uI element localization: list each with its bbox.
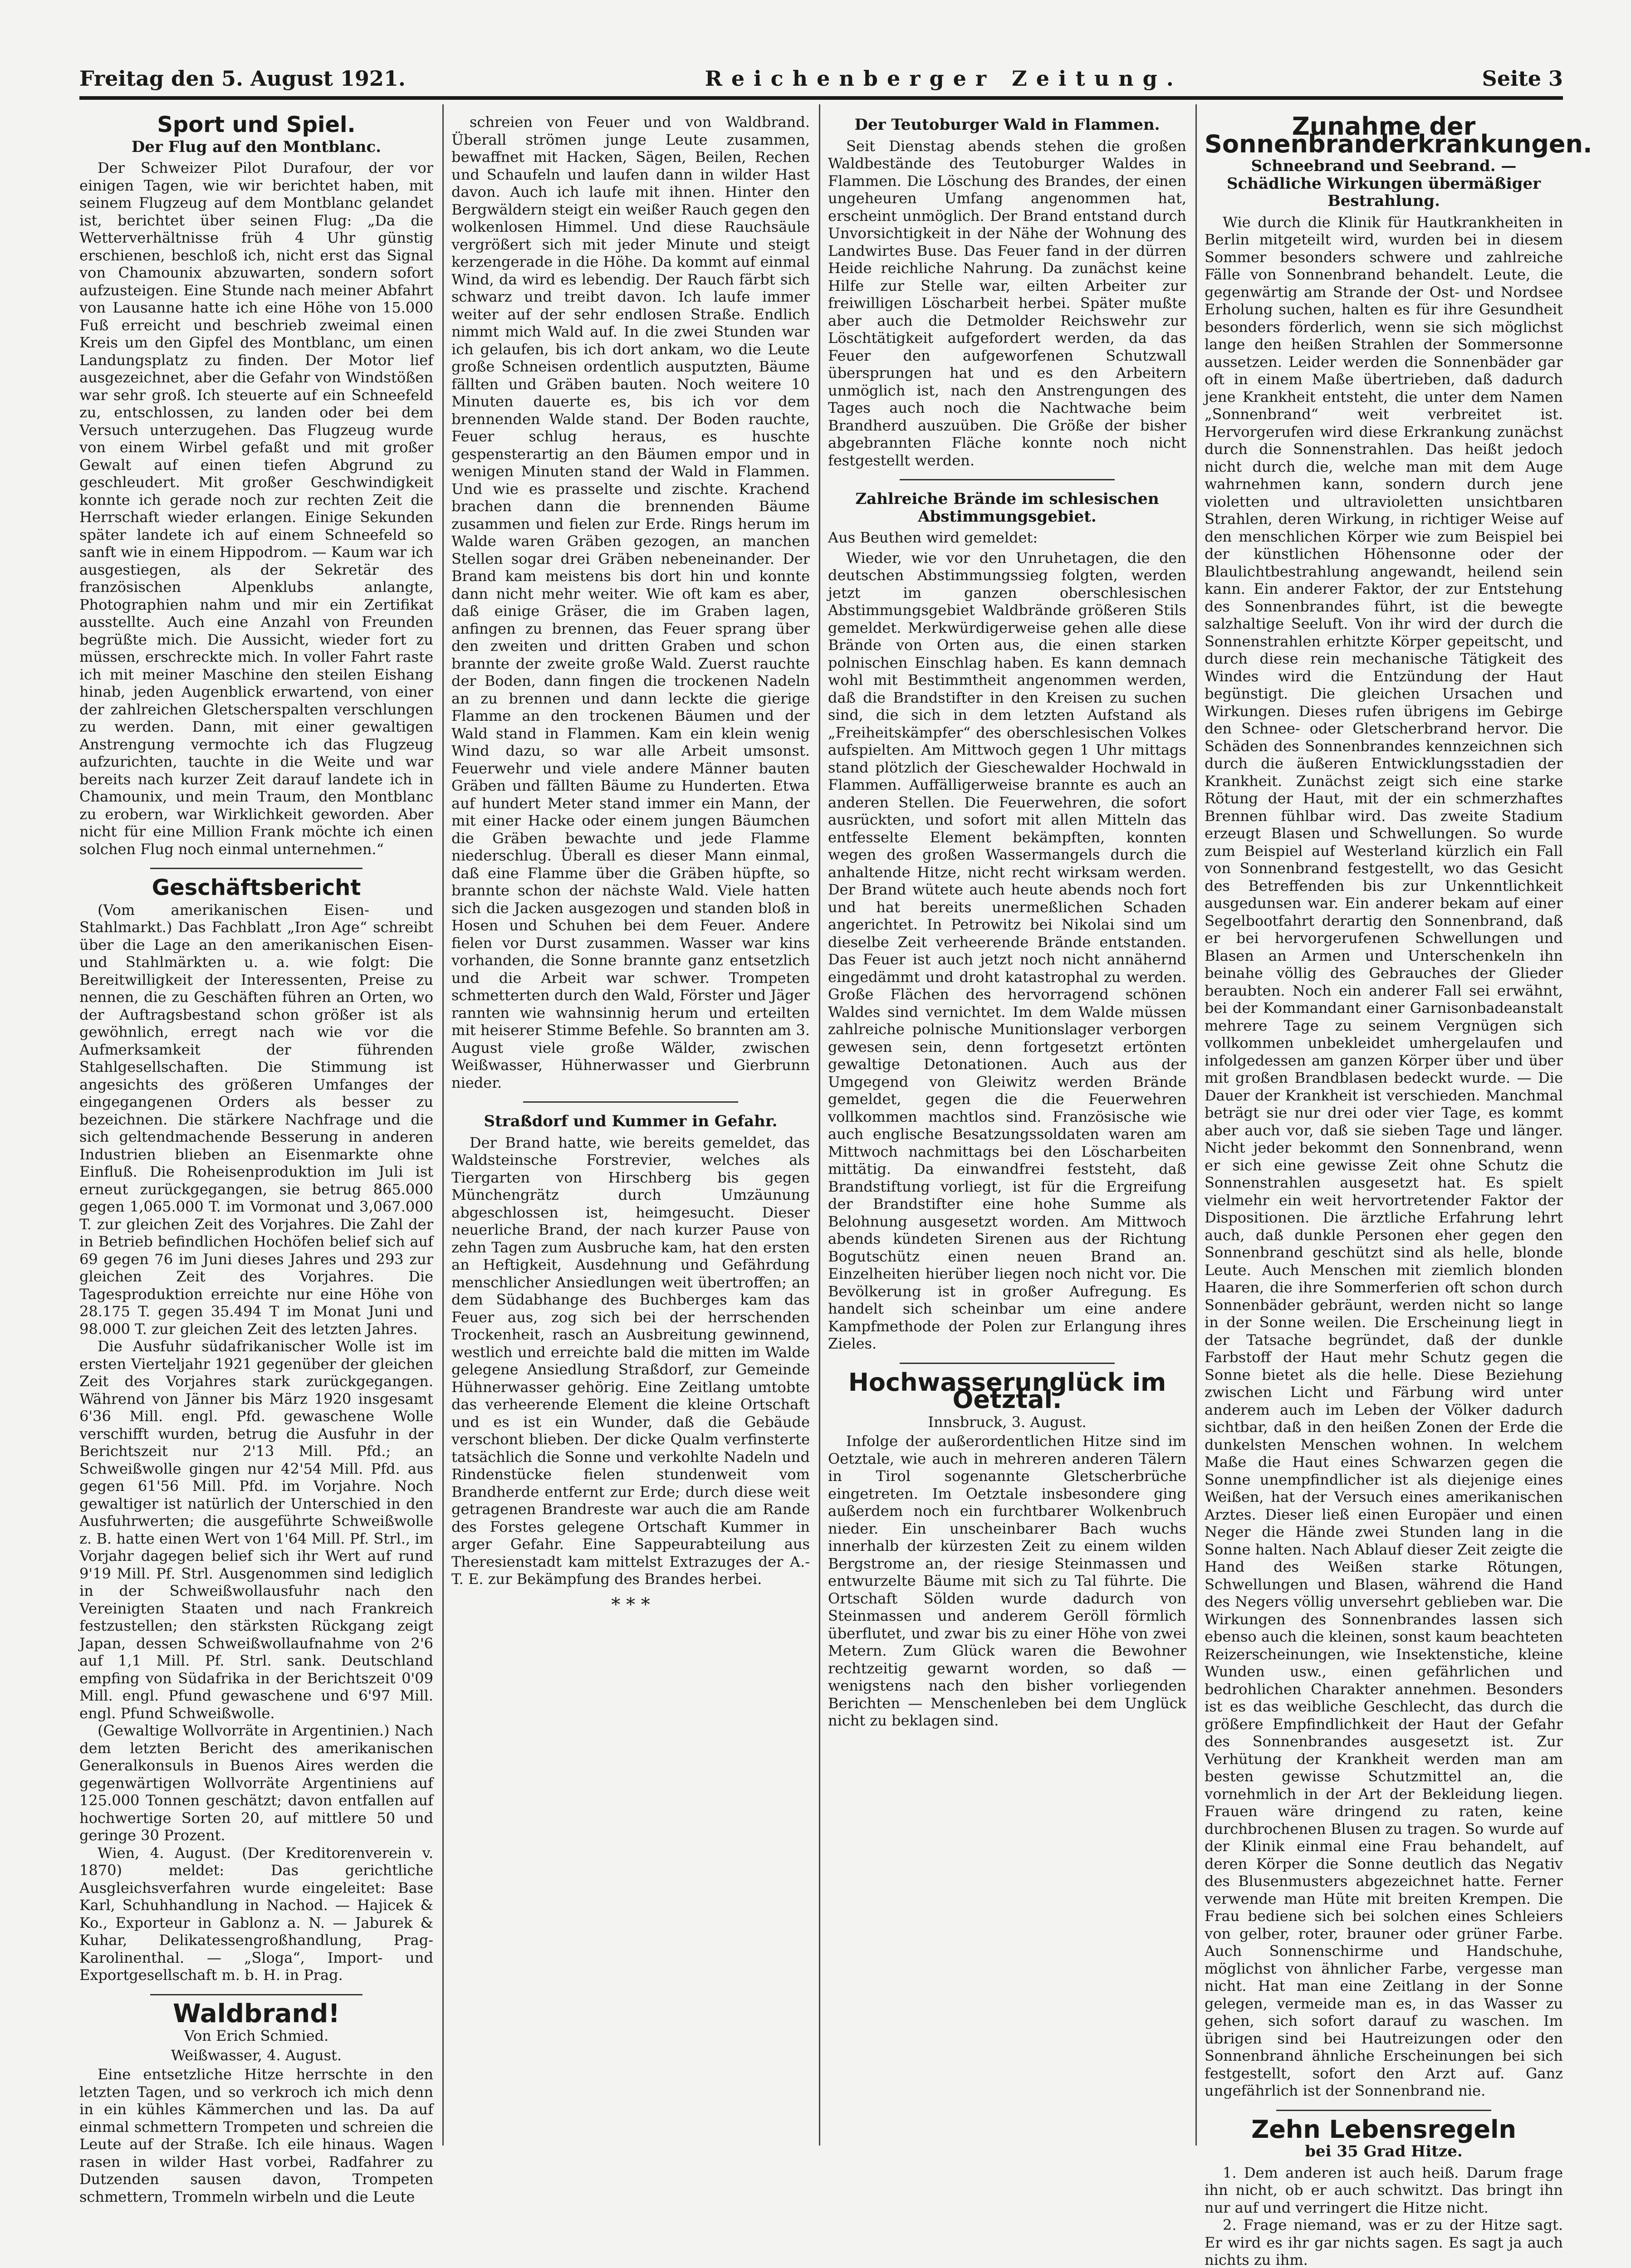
article-body-schlesien: Wieder, wie vor den Unruhetagen, die den deutschen Abstimmungssieg folgten, werden jetzt im ganzen oberschlesischen Abstimmungsgebiet Waldbrände größeren Stils gemeldet. Merkwürdigerweise gehen alle diese Brände von Orten aus, die einen starken polnischen Einschlag haben. Es kann demnach wohl mit Bestimmtheit angenommen werden, daß die Brandstifter in den Kreisen zu suchen sind, die sich in dem letzten Aufstand als „Freiheitskämpfer“ des oberschlesischen Volkes aufspielten. Am Mittwoch gegen 1 Uhr mittags stand plötzlich der Gieschewalder Hochwald in Flammen. Auffälligerweise brannte es auch an anderen Stellen. Die Feuerwehren, die sofort ausrückten, und sofort mit allen Mitteln das entfesselte Element bekämpften, konnten wegen des großen Wassermangels durch die anhaltende Hitze, nicht recht wirksam werden. Der Brand wütete auch heute abends noch fort und hat bereits unermeßlichen Schaden angerichtet. In Petrowitz bei Nikolai sind um dieselbe Zeit verheerende Brände entstanden. Das Feuer ist auch jetzt noch nicht annähernd eingedämmt und droht katastrophal zu werden. Große Flächen des hervorragend schönen Waldes sind vernichtet. Im dem Walde müssen zahlreiche polnische Munitionslager verborgen gewesen sein, denn fortgesetzt ertönten gewaltige Detonationen. Auch aus der Umgegend von Gleiwitz werden Brände gemeldet, gegen die die Feuerwehren vollkommen machtlos sind. Französische wie auch englische Besatzungssoldaten waren am Mittwoch nachmittags bei den Löscharbeiten mittätig. Da einwandfrei feststeht, daß Brandstiftung vorliegt, ist für die Ergreifung der Brandstifter eine hohe Summe als Belohnung ausgesetzt worden. Am Mittwoch abends kündeten Sirenen aus der Richtung Bogutschütz einen neuen Brand an. Einzelheiten hierüber liegen noch nicht vor. Die Bevölkerung ist in großer Aufregung. Es handelt sich scheinbar um eine andere Kampfmethode der Polen zur Erlangung ihres Zieles. (828, 549, 1186, 1352)
article-heading-lebensregeln: Zehn Lebensregeln (1251, 2115, 1516, 2144)
column-3 (828, 113, 1186, 2146)
page-number: Seite 3 (1482, 66, 1563, 91)
section-heading-sport: Sport und Spiel. (157, 112, 356, 137)
article-body-waldbrand-cont: schreien von Feuer und von Waldbrand. Überall strömen junge Leute zusammen, bewaffnet mit Hacken, Sägen, Beilen, Rechen und Schaufeln und laufen dann in wilder Hast davon. Auch ich laufe mit ihnen. Hinter den Bergwäldern steigt ein weißer Rauch gegen den wolkenlosen Himmel. Und diese Rauchsäule vergrößert sich mit jeder Minute und steigt kerzengerade in die Höhe. Da kommt auf einmal Wind, da wird es lebendig. Der Rauch färbt sich schwarz und treibt davon. Ich laufe immer weiter auf der sehr endlosen Straße. Endlich nimmt mich Wald auf. In die zwei Stunden war ich gelaufen, bis ich dort ankam, wo die Leute große Schneisen ordentlich ausputzten, Bäume fällten und Gräben bauten. Noch weitere 10 Minuten dauerte es, bis ich vor dem brennenden Walde stand. Der Boden rauchte, Feuer schlug heraus, es huschte gespensterartig an den Bäumen empor und in wenigen Minuten stand der Wald in Flammen. Und wie es prasselte und zischte. Krachend brachen dann die brennenden Bäume zusammen und fielen zur Erde. Rings herum im Walde waren Gräben gezogen, an manchen Stellen sogar drei Gräben nebeneinander. Der Brand kam meistens bis dort hin und konnte dann nicht mehr weiter. Wie oft kam es aber, daß einige Gräser, die im Graben lagen, anfingen zu brennen, das Feuer sprang über den zweiten und dritten Graben und schon brannte der zweite große Wald. Zuerst rauchte der Boden, dann fingen die trockenen Nadeln an zu brennen und dann leckte die gierige Flamme an den trockenen Bäumen und der Wald stand in Flammen. Kam ein klein wenig Wind dazu, so war alle Arbeit umsonst. Feuerwehr und viele andere Männer bauten Gräben und fällten Bäume zu Hunderten. Etwa auf hundert Meter stand immer ein Mann, der mit einer Hacke oder einem jungen Bäumchen die Gräben bewachte und jede Flamme niederschlug. Überall es dieser Mann einmal, daß eine Flamme über die Gräben hüpfte, so brannte schon der nächste Wald. Viele hatten sich die Jacken ausgezogen und standen bloß in Hosen und Schuhen bei dem Feuer. Andere fielen vor Durst zusammen. Wasser war kins vorhanden, die Sonne brannte ganz entsetzlich und die Arbeit war schwer. Trompeten schmetterten durch den Wald, Förster und Jäger rannten wie wahnsinnig herum und erteilten mit heiserer Stimme Befehle. So brannten am 3. August viele große Wälder, zwischen Weißwasser, Hühnerwasser und Gierbrunn nieder. (451, 113, 810, 1091)
newspaper-title: Reichenberger Zeitung. (705, 66, 1183, 91)
separator (150, 1994, 362, 1995)
separator (900, 1363, 1115, 1364)
article-body-montblanc: Der Schweizer Pilot Durafour, der vor einigen Tagen, wie wir berichtet haben, mit seinem Flugzeug auf dem Montblanc gelandet ist, berichtet über seinen Flug: „Da die Wetterverhältnisse früh 4 Uhr günstig erschienen, beschloß ich, nicht erst das Signal von Chamounix abzuwarten, sondern sofort aufzusteigen. Eine Stunde nach meiner Abfahrt von Lausanne hatte ich eine Höhe von 15.000 Fuß erreicht und beschrieb zweimal einen Kreis um den Gipfel des Montblanc, um einen Landungsplatz zu finden. Der Motor lief ausgezeichnet, aber die Gefahr von Windstößen war sehr groß. Ich steuerte auf ein Schneefeld zu, entschlossen, zu landen oder bei dem Versuch unterzugehen. Das Flugzeug wurde von einem Wirbel gefaßt und mit großer Gewalt auf einen tiefen Abgrund zu geschleudert. Mit großer Geschwindigkeit konnte ich gerade noch zur rechten Zeit die Herrschaft wieder erlangen. Einige Sekunden später landete ich auf einem Schneefeld so sanft wie in einem Hippodrom. — Kaum war ich ausgestiegen, als der Sekretär des französischen Alpenklubs anlangte, Photographien nahm und mir ein Zertifikat ausstellte. Auch eine Anzahl von Freunden begrüßte mich. Die Aussicht, wieder fort zu müssen, erschreckte mich. In voller Fahrt raste ich mit meiner Maschine den steilen Eishang hinab, jeden Augenblick erwartend, von einer der zahlreichen Gletscherspalten verschlungen zu werden. Dann, mit einer gewaltigen Anstrengung vermochte ich das Flugzeug aufzurichten, tauchte in die Weite und war bereits nach kurzer Zeit darauf landete ich in Chamounix, und mein Traum, den Montblanc zu erobern, war Wirklichkeit geworden. Aber nicht für eine Million Frank möchte ich einen solchen Flug noch einmal unternehmen.“ (79, 159, 433, 858)
rule-item-2: 2. Frage niemand, was er zu der Hitze sagt. Er wird es ihr gar nichts sagen. Es sagt ja auch nichts zu ihm. (1205, 2216, 1563, 2268)
column-rule (442, 104, 444, 2146)
business-item-argentina: (Gewaltige Wollvorräte in Argentinien.) Nach dem letzten Bericht des amerikanischen Generalkonsuls in Buenos Aires werden die gegenwärtigen Wollvorräte Argentiniens auf 125.000 Tonnen geschätzt; davon entfallen auf hochwertige Sorten 20, auf mittlere 50 und geringe 30 Prozent. (79, 1722, 433, 1844)
article-body-sonnenbrand: Wie durch die Klinik für Hautkrankheiten in Berlin mitgeteilt wird, wurden bei in diesem Sommer besonders schwere und zahlreiche Fälle von Sonnenbrand behandelt. Leute, die gegenwärtig am Strande der Ost- und Nordsee Erholung suchen, halten es für ihre Gesundheit besonders förderlich, wenn sie sich möglichst lange den heißen Strahlen der Sommersonne aussetzen. Leider werden die Sonnenbäder gar oft in einem Maße übertrieben, daß dadurch jene Krankheit entsteht, die unter dem Namen „Sonnenbrand“ weit verbreitet ist. Hervorgerufen wird diese Erkrankung zunächst durch die Sonnenstrahlen. Das heißt jedoch nicht durch die, welche man mit dem Auge wahrnehmen kann, sondern durch jene violetten und ultravioletten unsichtbaren Strahlen, deren Wirkung, in richtiger Weise auf den menschlichen Körper wie zum Beispiel bei der künstlichen Höhensonne oder der Blaulichtbestrahlung angewandt, heilend sein kann. Ein anderer Faktor, der zur Entstehung des Sonnenbrandes führt, ist die bewegte salzhaltige Seeluft. Von ihr wird der durch die Sonnenstrahlen erhitzte Körper gepeitscht, und durch diese rein mechanische Tätigkeit des Windes wird die Entzündung der Haut begünstigt. Die gleichen Ursachen und Wirkungen. Dieses rufen übrigens im Gebirge den Schnee- oder Gletscherbrand hervor. Die Schäden des Sonnenbrandes kennzeichnen sich durch die äußeren Entwicklungsstadien der Krankheit. Zunächst zeigt sich eine starke Rötung der Haut, mit der ein schmerzhaftes Brennen fühlbar wird. Das zweite Stadium erzeugt Blasen und Schwellungen. So wurde zum Beispiel auf Westerland kürzlich ein Fall von Sonnenbrand festgestellt, wo das Gesicht des Betreffenden bis zur Unkenntlichkeit ausgedunsen war. Ein anderer bekam auf einer Segelbootfahrt derartig den Sonnenbrand, daß er bei hervorgerufenen Schwellungen und Blasen an Armen und Unterschenkeln ihn beinahe völlig des Gebrauches der Glieder beraubten. Noch ein anderer Fall sei erwähnt, bei der Kommandant einer Garnisonbadeanstalt mehrere Tage zu seinem Vergnügen sich vollkommen unbekleidet umhergelaufen und infolgedessen am ganzen Körper über und über mit großen Brandblasen bedeckt wurde. — Die Dauer der Krankheit ist verschieden. Manchmal beträgt sie nur drei oder vier Tage, es kommt aber auch vor, daß sie sieben Tage und länger. Nicht jeder bekommt den Sonnenbrand, wenn er sich eine gewisse Zeit ohne Schutz die Sonnenstrahlen ausgesetzt hat. Es spielt vielmehr ein weit hervortretender Faktor der Dispositionen. Die ärztliche Erfahrung lehrt auch, daß dunkle Personen eher gegen den Sonnenbrand geschützt sind als helle, blonde Leute. Auch Menschen mit ziemlich blonden Haaren, die ihre Sommerferien oft schon durch Sonnenbäder gebräunt, werden nicht so lange in der Sonne weilen. Die Erscheinung liegt in der Tatsache begründet, daß der dunkle Farbstoff der Haut mehr Schutz gegen die Sonne bietet als die helle. Diese Beziehung zwischen Licht und Färbung wird unter anderem auch im Leben der Völker dadurch sichtbar, daß in den heißen Zonen der Erde die dunkelsten Menschen wohnen. In welchem Maße die Haut eines Schwarzen gegen die Sonne unempfindlicher ist als diejenige eines Weißen, hat der Versuch eines amerikanischen Arztes. Dieser ließ einen Europäer und einen Neger die Hände zwei Stunden lang in die Sonne halten. Nach Ablauf dieser Zeit zeigte die Hand des Weißen starke Rötungen, Schwellungen und Blasen, während die Hand des Negers völlig unversehrt geblieben war. Die Wirkungen des Sonnenbrandes lassen sich ebenso auch die kleinen, sonst kaum beachteten Reizerscheinungen, wie Insektenstiche, kleine Wunden usw., einen gefährlichen und bedrohlichen Charakter annehmen. Besonders ist es das weibliche Geschlecht, das durch die größere Empfindlichkeit der Haut der Gefahr des Sonnenbrandes ausgesetzt ist. Zur Verhütung der Krankheit werden man am besten gewisse Schutzmittel an, die vornehmlich in der Art der Bekleidung liegen. Frauen wäre dringend zu raten, keine durchbrochenen Blusen zu tragen. So wurde auf der Klinik einmal eine Frau behandelt, auf deren Körper die Sonne deutlich das Negativ des Blusenmusters abgezeichnet hatte. Ferner verwende man Hüte mit breiten Krempen. Die Frau bediene sich bei solchen eines Schleiers von gelber, roter, brauner oder grüner Farbe. Auch Sonnenschirme und Handschuhe, möglichst von ähnlicher Farbe, vergesse man nicht. Hat man eine Zeitlang in der Sonne gelegen, vermeide man es, in das Wasser zu gehen, sich sofort darauf zu waschen. Im übrigen sind bei Hautreizungen oder den Sonnenbrand ähnliche Erscheinungen bei sich festgestellt, sofort den Arzt auf. Ganz ungefährlich ist der Sonnenbrand nie. (1205, 213, 1563, 2099)
newspaper-page (79, 54, 1592, 2268)
column-2 (451, 113, 810, 2146)
column-1 (79, 112, 433, 2205)
masthead-rule (79, 96, 1563, 100)
article-dateline: Weißwasser, 4. August. (171, 2046, 342, 2064)
article-heading-schlesien: Zahlreiche Brände im schlesischen Abstimmungsgebiet. (855, 490, 1159, 526)
separator (1276, 2110, 1491, 2111)
issue-date: Freitag den 5. August 1921. (79, 66, 406, 91)
article-dateline: Innsbruck, 3. August. (928, 1413, 1087, 1431)
article-heading-teutoburg: Der Teutoburger Wald in Flammen. (854, 116, 1160, 134)
article-body-strassdorf: Der Brand hatte, wie bereits gemeldet, das Waldsteinsche Forstrevier, welches als Tiergarten von Hirschberg bis gegen Münchengrätz durch Umzäunung abgeschlossen ist, heimgesucht. Dieser neuerliche Brand, der nach kurzer Pause von zehn Tagen zum Ausbruche kam, hat den ersten an Heftigkeit, Ausdehnung und Gefährdung menschlicher Ansiedlungen weit übertroffen; an dem Südabhange des Buchberges kam das Feuer aus, zog sich bei der herrschenden Trockenheit, rasch an Ausbreitung gewinnend, westlich und erreichte bald die mitten im Walde gelegene Ansiedlung Straßdorf, zur Gemeinde Hühnerwasser gehörig. Eine Zeitlang umtobte das verheerende Element die kleine Ortschaft und es ist ein Wunder, daß die Gebäude verschont blieben. Der dicke Qualm verfinsterte tatsächlich die Sonne und verkohlte Nadeln und Rindenstücke fielen stundenweit vom Brandherde entfernt zur Erde; durch diese weit getragenen Brandreste war auch die am Rande des Forstes gelegene Ortschaft Kummer in arger Gefahr. Eine Sappeurabteilung aus Theresienstadt kam mittelst Extrazuges der A.-T. E. zur Bekämpfung des Brandes herbei. (451, 1134, 810, 1588)
article-subheading-sonnenbrand: Schneebrand und Seebrand. — Schädliche Wirkungen übermäßiger Bestrahlung. (1227, 157, 1541, 210)
rule-item-1: 1. Dem anderen ist auch heiß. Darum frage ihn nicht, ob er auch schwitzt. Das bringt ihn nur auf und verringert die Hitze nicht. (1205, 2164, 1563, 2216)
article-heading-sonnenbrand: Zunahme der Sonnenbranderkrankungen. (1205, 112, 1592, 158)
article-subheading-lebensregeln: bei 35 Grad Hitze. (1305, 2142, 1463, 2160)
separator (150, 868, 362, 869)
masthead (79, 54, 1563, 91)
section-stars: * * * (611, 1594, 650, 1615)
article-body-teutoburg: Seit Dienstag abends stehen die großen Waldbestände des Teutoburger Waldes in Flammen. Die Löschung des Brandes, der einen ungeheuren Umfang angenommen hat, erscheint unmöglich. Der Brand entstand durch Unvorsichtigkeit in der Nähe der Wohnung des Landwirtes Buse. Das Feuer fand in der dürren Heide reichliche Nahrung. Da zunächst keine Hilfe zur Stelle war, eilten Arbeiter zur freiwilligen Löscharbeit herbei. Später mußte aber auch die Detmolder Reichswehr zur Löschtätigkeit aufgefordert werden, da das Feuer den aufgeworfenen Schutzwall übersprungen hat und es den Arbeitern unmöglich ist, nach den Anstrengungen des Tages auch noch die Nachtwache beim Brandherd auszuüben. Die Größe der bisher abgebrannten Fläche konnte noch nicht festgestellt werden. (828, 137, 1186, 469)
article-heading-hochwasser: Hochwasserunglück im Oetztal. (848, 1368, 1166, 1414)
article-heading-waldbrand: Waldbrand! (173, 1999, 340, 2028)
separator (900, 479, 1115, 480)
article-author: Von Erich Schmied. (184, 2027, 329, 2044)
column-rule (1195, 104, 1197, 2146)
section-heading-business: Geschäftsbericht (152, 875, 361, 900)
article-body-hochwasser: Infolge der außerordentlichen Hitze sind im Oetztale, wie auch in mehreren anderen Tälern in Tirol sogenannte Gletscherbrüche eingetreten. Im Oetztale insbesondere ging außerdem noch ein furchtbarer Wolkenbruch nieder. Ein unscheinbarer Bach wuchs innerhalb der kürzesten Zeit zu einem wilden Bergstrome an, der riesige Steinmassen und entwurzelte Bäume mit sich zu Tal führte. Die Ortschaft Sölden wurde dadurch von Steinmassen und anderem Geröll förmlich überflutet, und zwar bis zu einer Höhe von zwei Metern. Zum Glück waren die Bewohner rechtzeitig gewarnt worden, so daß — wenigstens nach den bisher vorliegenden Berichten — Menschenleben bei dem Unglück nicht zu beklagen sind. (828, 1432, 1186, 1729)
column-4 (1205, 112, 1592, 2268)
article-heading-montblanc: Der Flug auf den Montblanc. (131, 137, 382, 156)
article-heading-strassdorf: Straßdorf und Kummer in Gefahr. (484, 1112, 778, 1130)
business-item-creditors: Wien, 4. August. (Der Kreditorenverein v. 1870) meldet: Das gerichtliche Ausgleichsverfahren wurde eingeleitet: Base Karl, Schuhhandlung in Nachod. — Hajicek & Ko., Exporteur in Gablonz a. N. — Jaburek & Kuhar, Delikatessengroßhandlung, Prag-Karolinenthal. — „Sloga“, Import- und Exportgesellschaft m. b. H. in Prag. (79, 1844, 433, 1984)
separator (523, 1101, 738, 1103)
business-item-wool: Die Ausfuhr südafrikanischer Wolle ist im ersten Vierteljahr 1921 gegenüber der gleichen Zeit des Vorjahres stark zurückgegangen. Während von Jänner bis März 1920 insgesamt 6'36 Mill. engl. Pfd. gewaschene Wolle verschifft wurden, betrug die Ausfuhr in der Berichtszeit nur 2'13 Mill. Pfd.; an Schweißwolle gingen nur 42'54 Mill. Pfd. aus gegen 61'56 Mill. Pfd. im Vorjahre. Noch gewaltiger ist natürlich der Unterschied in den Ausfuhrwerten; die ausgeführte Schweißwolle z. B. hatte einen Wert von 1'64 Mill. Pf. Strl., im Vorjahr dagegen belief sich ihr Wert auf rund 9'19 Mill. Pf. Strl. Ausgenommen sind lediglich in der Schweißwollausfuhr nach den Vereinigten Staaten und nach Frankreich festzustellen; den stärksten Rückgang zeigt Japan, dessen Schweißwollaufnahme von 2'6 auf 1,1 Mill. Pf. Strl. sank. Deutschland empfing von Südafrika in der Berichtszeit 0'09 Mill. engl. Pfund gewaschene und 6'97 Mill. engl. Pfund Schweißwolle. (79, 1338, 433, 1722)
business-item-steel: (Vom amerikanischen Eisen- und Stahlmarkt.) Das Fachblatt „Iron Age“ schreibt über die Lage an den amerikanischen Eisen- und Stahlmärkten u. a. wie folgt: Die Bereitwilligkeit der Interessenten, Preise zu nennen, die zu Geschäften führen an Orten, wo der Auftragsbestand schon größer ist als gewöhnlich, erregt nach wie vor die Aufmerksamkeit der führenden Stahlgesellschaften. Die Stimmung ist angesichts des größeren Umfanges der eingegangenen Orders als besser zu bezeichnen. Die stärkere Nachfrage und die sich geltendmachende Besserung in anderen Industrien blieben an Eisenmarkte ohne Einfluß. Die Roheisenproduktion im Juli ist erneut zurückgegangen, sie betrug 865.000 gegen 1,065.000 T. im Vormonat und 3,067.000 T. zur gleichen Zeit des Vorjahres. Die Zahl der in Betrieb befindlichen Hochöfen belief sich auf 69 gegen 76 im Juni dieses Jahres und 293 zur gleichen Zeit des Vorjahres. Die Tagesproduktion erreichte nur eine Höhe von 28.175 T. gegen 35.494 T im Monat Juni und 98.000 T. zur gleichen Zeit des letzten Jahres. (79, 901, 433, 1338)
article-dateline: Aus Beuthen wird gemeldet: (828, 529, 1038, 546)
column-rule (819, 104, 820, 2146)
article-body-waldbrand-start: Eine entsetzliche Hitze herrschte in den letzten Tagen, und so verkroch ich mich denn in ein kühles Kämmerchen und las. Da auf einmal schmettern Trompeten und schreien die Leute auf der Straße. Ich eile hinaus. Wagen rasen in wilder Hast vorbei, Radfahrer zu Dutzenden sausen davon, Trompeten schmettern, Trommeln wirbeln und die Leute (79, 2066, 433, 2205)
